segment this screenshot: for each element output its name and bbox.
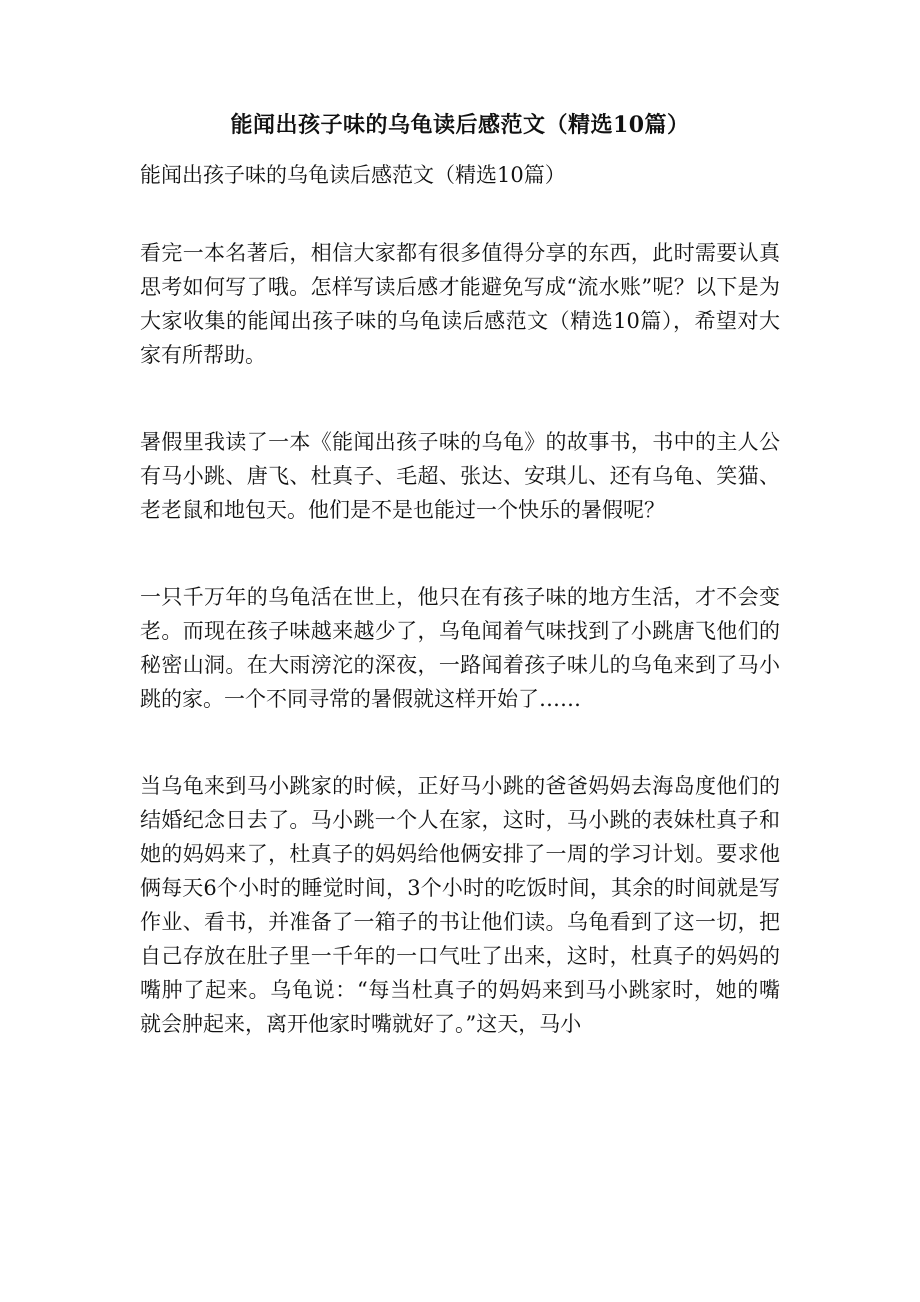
paragraph-intro: 看完一本名著后，相信大家都有很多值得分享的东西，此时需要认真思考如何写了哦。怎样写读后感才能避免写成“流水账”呢？以下是为大家收集的能闻出孩子味的乌龟读后感范文（精选10篇），希望对大家有所帮助。 (140, 241, 780, 367)
paragraph-summer-story: 当乌龟来到马小跳家的时候，正好马小跳的爸爸妈妈去海岛度他们的结婚纪念日去了。马小跳一个人在家，这时，马小跳的表妹杜真子和她的妈妈来了，杜真子的妈妈给他俩安排了一周的学习计划。要求他俩每天6个小时的睡觉时间，3个小时的吃饭时间，其余的时间就是写作业、看书，并准备了一箱子的书让他们读。乌龟看到了这一切，把自己存放在肚子里一千年的一口气吐了出来，这时，杜真子的妈妈的嘴肿了起来。乌龟说：“每当杜真子的妈妈来到马小跳家时，她的嘴就会肿起来，离开他家时嘴就好了。”这天，马小 (140, 774, 780, 1036)
paragraph-characters: 暑假里我读了一本《能闻出孩子味的乌龟》的故事书，书中的主人公有马小跳、唐飞、杜真子、毛超、张达、安琪儿、还有乌龟、笑猫、老老鼠和地包天。他们是不是也能过一个快乐的暑假呢？ (140, 430, 780, 522)
paragraph-turtle-arrival: 一只千万年的乌龟活在世上，他只在有孩子味的地方生活，才不会变老。而现在孩子味越来越少了，乌龟闻着气味找到了小跳唐飞他们的秘密山洞。在大雨滂沱的深夜，一路闻着孩子味儿的乌龟来到了马小跳的家。一个不同寻常的暑假就这样开始了…… (140, 585, 780, 711)
document-title: 能闻出孩子味的乌龟读后感范文（精选10篇） (230, 112, 690, 138)
document-subtitle: 能闻出孩子味的乌龟读后感范文（精选10篇） (140, 163, 566, 187)
document-body (140, 158, 780, 1041)
